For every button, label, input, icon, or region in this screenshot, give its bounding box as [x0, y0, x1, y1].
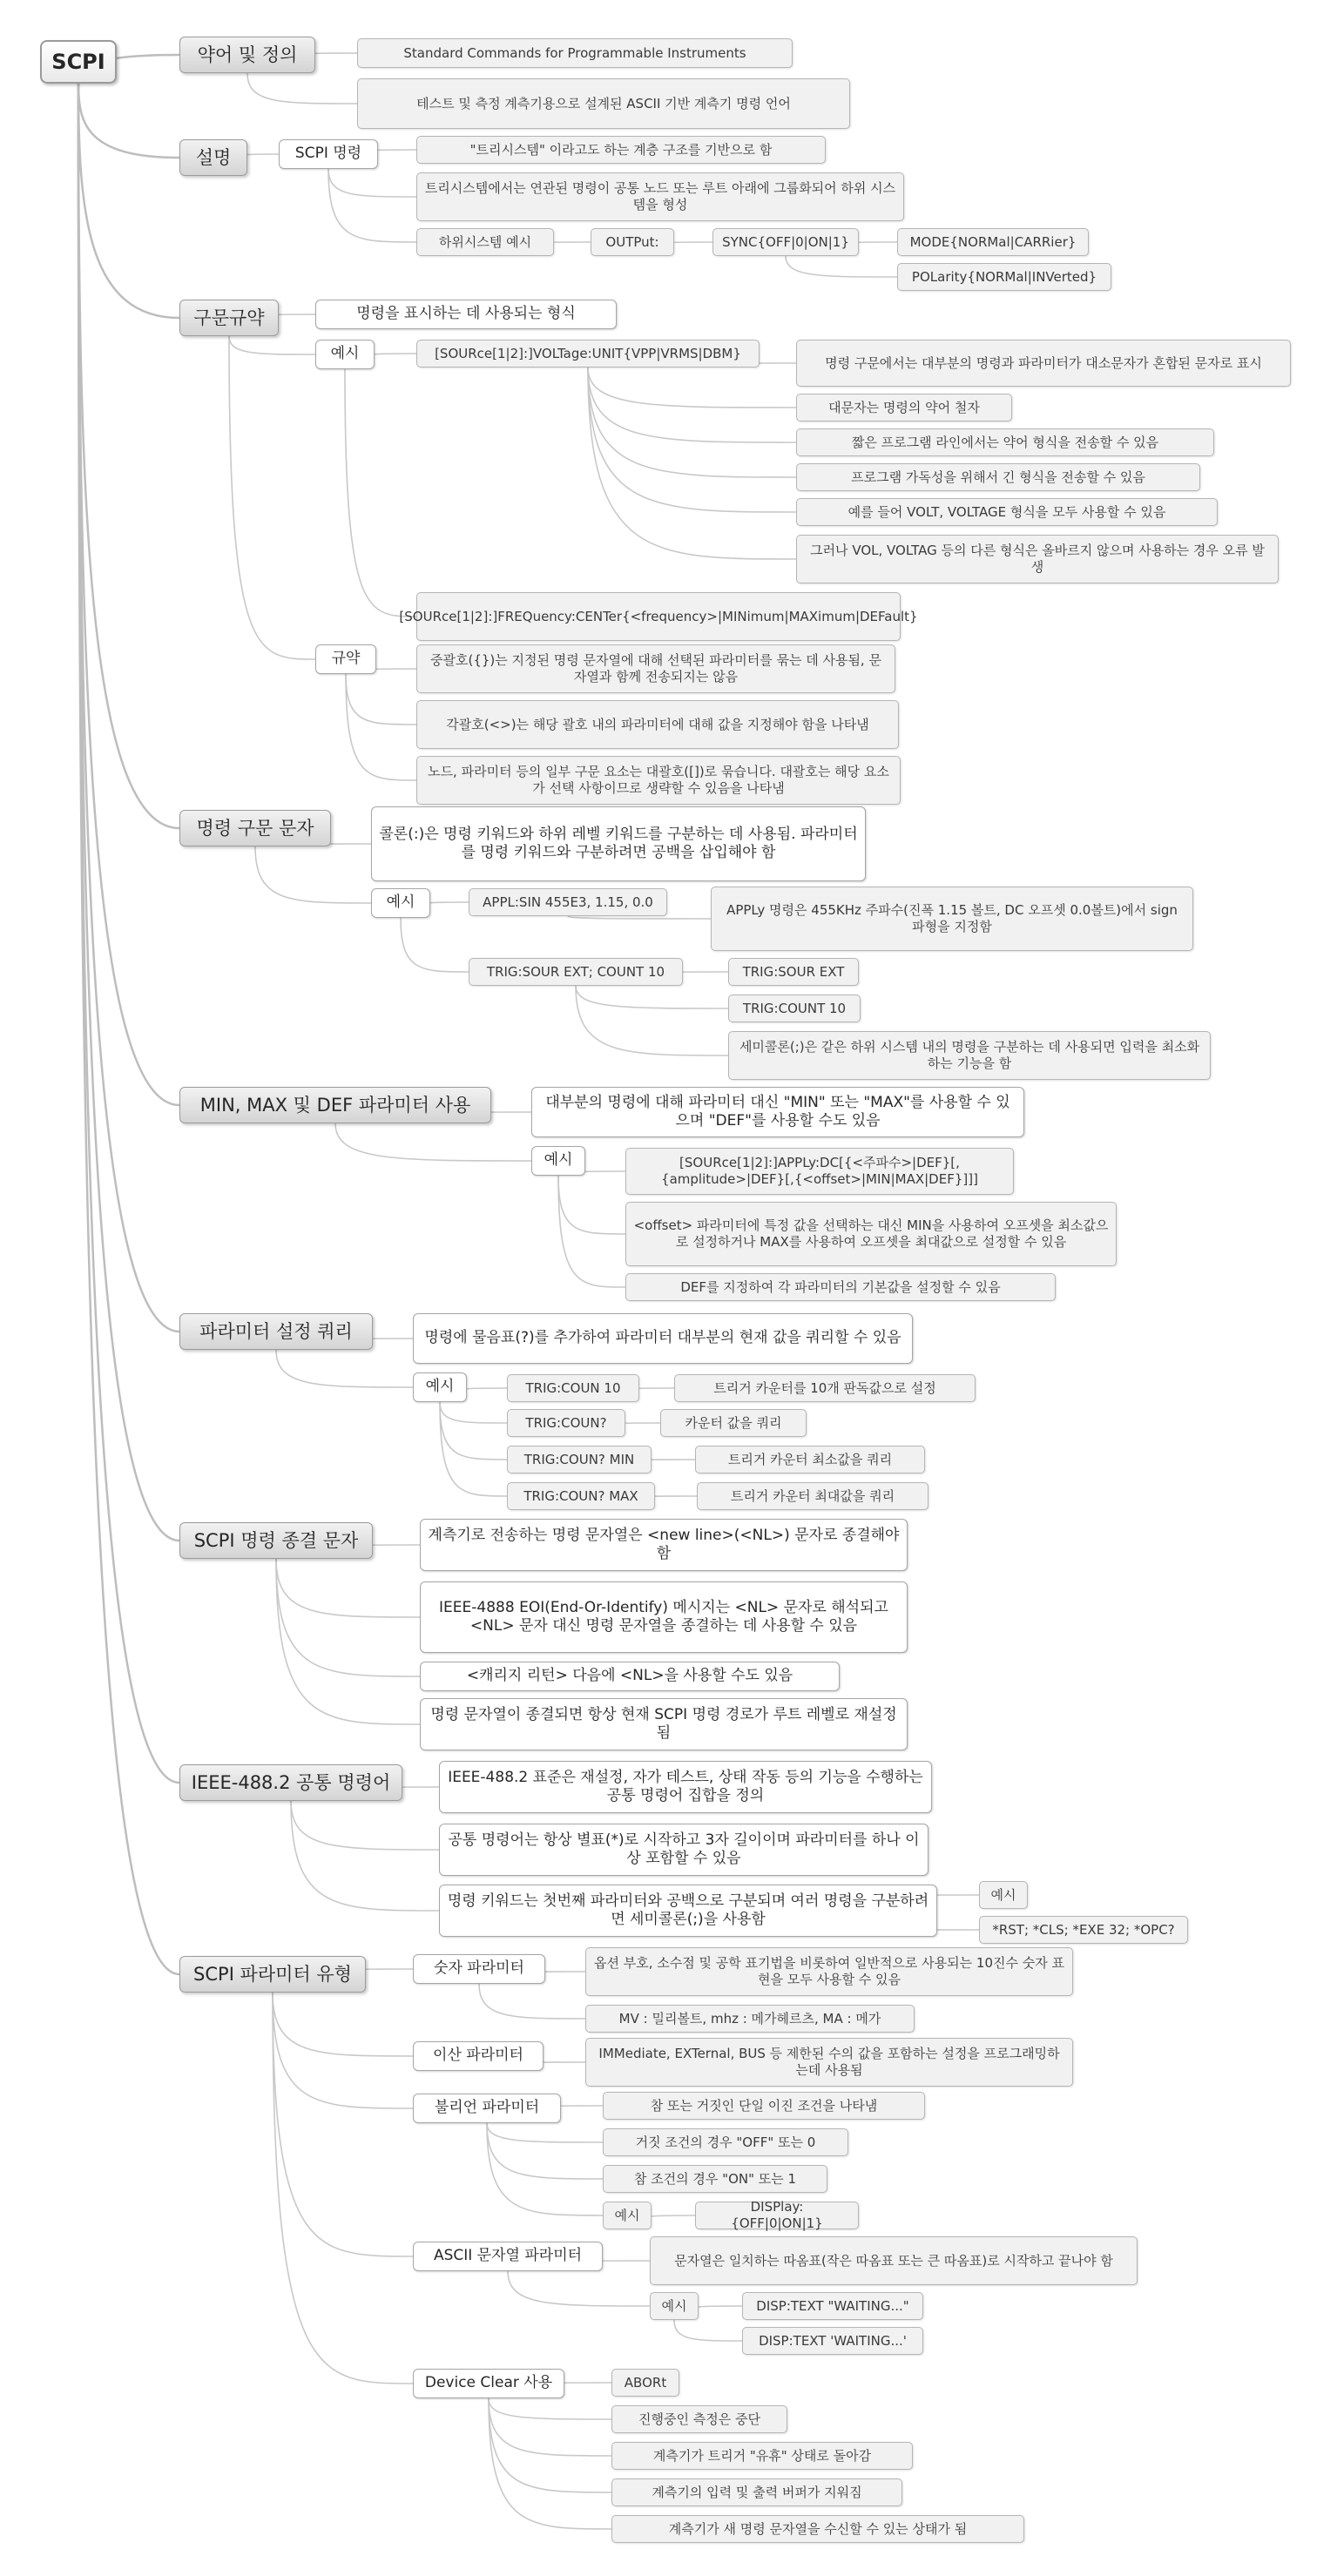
connector-line: [487, 2123, 603, 2215]
subtopic-boolean[interactable]: 불리언 파라미터: [413, 2094, 561, 2123]
connector-line: [276, 1350, 413, 1387]
connector-line: [440, 1402, 507, 1460]
leaf-node[interactable]: TRIG:COUN?: [507, 1409, 625, 1437]
subtopic-numeric[interactable]: 숫자 파라미터: [413, 1954, 545, 1984]
leaf-node[interactable]: 참 또는 거짓인 단일 이진 조건을 나타냄: [603, 2092, 925, 2120]
leaf-node[interactable]: 예를 들어 VOLT, VOLTAGE 형식을 모두 사용할 수 있음: [796, 498, 1218, 526]
leaf-node[interactable]: 짧은 프로그램 라인에서는 약어 형식을 전송할 수 있음: [796, 428, 1214, 456]
leaf-node[interactable]: ABORt: [611, 2369, 679, 2397]
connector-line: [576, 986, 728, 1055]
connector-line: [276, 1559, 420, 1617]
subtopic-node[interactable]: 명령을 표시하는 데 사용되는 형식: [315, 300, 617, 329]
leaf-node[interactable]: 트리시스템에서는 연관된 명령이 공통 노드 또는 루트 아래에 그룹화되어 하위 시스템을 형성: [416, 172, 904, 221]
leaf-node[interactable]: DISP:TEXT 'WAITING...': [742, 2327, 923, 2355]
topic-abbreviation[interactable]: 약어 및 정의: [179, 37, 315, 73]
connector-line: [489, 2398, 611, 2492]
leaf-node[interactable]: MODE{NORMal|CARRier}: [897, 228, 1089, 256]
connector-line: [558, 1176, 625, 1234]
subtopic-node[interactable]: 명령에 물음표(?)를 추가하여 파라미터 대부분의 현재 값을 쿼리할 수 있음: [413, 1313, 913, 1364]
leaf-node[interactable]: SYNC{OFF|0|ON|1}: [712, 228, 859, 256]
subtopic-node[interactable]: <캐리지 리턴> 다음에 <NL>을 사용할 수도 있음: [420, 1662, 840, 1691]
topic-min-max-def[interactable]: MIN, MAX 및 DEF 파라미터 사용: [179, 1087, 491, 1123]
connector-line: [328, 169, 416, 242]
connector-line: [328, 169, 416, 197]
leaf-node[interactable]: 대문자는 명령의 약어 철자: [796, 394, 1012, 421]
leaf-node[interactable]: Standard Commands for Programmable Instruments: [357, 38, 793, 68]
leaf-node[interactable]: <offset> 파라미터에 특정 값을 선택하는 대신 MIN을 사용하여 오프셋을 최소값으로 설정하거나 MAX를 사용하여 오프셋을 최대값으로 설정할 수 있음: [625, 1202, 1117, 1266]
subtopic-conventions[interactable]: 규약: [315, 644, 376, 674]
leaf-node[interactable]: 계측기의 입력 및 출력 버퍼가 지워짐: [611, 2478, 902, 2506]
topic-parameter-query[interactable]: 파라미터 설정 쿼리: [179, 1313, 373, 1350]
connector-line: [674, 2320, 742, 2341]
connector-line: [489, 2398, 611, 2419]
leaf-node[interactable]: 예시: [650, 2292, 699, 2320]
subtopic-node[interactable]: IEEE-488.2 표준은 재설정, 자가 테스트, 상태 작동 등의 기능을 수행하는 공통 명령어 집합을 정의: [439, 1761, 932, 1813]
leaf-node[interactable]: DISPlay: {OFF|0|ON|1}: [695, 2202, 859, 2229]
leaf-node[interactable]: 프로그램 가독성을 위해서 긴 형식을 전송할 수 있음: [796, 463, 1200, 491]
leaf-node[interactable]: 계측기가 트리거 "유휴" 상태로 돌아감: [611, 2442, 913, 2470]
leaf-node[interactable]: 테스트 및 측정 계측기용으로 설계된 ASCII 기반 계측기 명령 언어: [357, 78, 850, 129]
leaf-node[interactable]: MV : 밀리볼트, mhz : 메가헤르츠, MA : 메가: [585, 2005, 915, 2033]
subtopic-node[interactable]: 계측기로 전송하는 명령 문자열은 <new line>(<NL>) 문자로 종결해야 함: [420, 1519, 908, 1571]
connector-line: [487, 2123, 603, 2179]
leaf-node[interactable]: TRIG:COUN 10: [507, 1374, 639, 1402]
leaf-node[interactable]: TRIG:COUN? MIN: [507, 1446, 652, 1473]
leaf-node[interactable]: 문자열은 일치하는 따옴표(작은 따옴표 또는 큰 따옴표)로 시작하고 끝나야 함: [650, 2236, 1138, 2285]
connector-line: [588, 368, 796, 477]
connector-line: [345, 369, 416, 617]
subtopic-example[interactable]: 예시: [531, 1146, 585, 1176]
connector-line: [273, 1993, 413, 2384]
leaf-node[interactable]: DISP:TEXT "WAITING...": [742, 2292, 923, 2320]
connector-line: [78, 84, 179, 1974]
connector-line: [588, 368, 796, 559]
leaf-node[interactable]: TRIG:SOUR EXT; COUNT 10: [469, 958, 683, 986]
connector-line: [568, 916, 711, 919]
subtopic-node[interactable]: 대부분의 명령에 대해 파라미터 대신 "MIN" 또는 "MAX"를 사용할 수 있으며 "DEF"를 사용할 수도 있음: [531, 1087, 1024, 1137]
connector-line: [487, 2123, 603, 2142]
leaf-node[interactable]: "트리시스템" 이라고도 하는 계층 구조를 기반으로 함: [416, 136, 826, 164]
topic-terminator[interactable]: SCPI 명령 종결 문자: [179, 1522, 373, 1559]
connector-line: [346, 674, 416, 725]
leaf-node[interactable]: 트리거 카운터 최대값을 쿼리: [697, 1482, 928, 1510]
connector-line: [479, 1984, 585, 2019]
leaf-node[interactable]: 그러나 VOL, VOLTAG 등의 다른 형식은 올바르지 않으며 사용하는 경우 오류 발생: [796, 535, 1279, 583]
leaf-node[interactable]: APPL:SIN 455E3, 1.15, 0.0: [469, 888, 667, 916]
connector-line: [588, 368, 796, 512]
connector-line: [346, 674, 416, 780]
connector-line: [229, 336, 315, 659]
leaf-node[interactable]: [SOURce[1|2]:]VOLTage:UNIT{VPP|VRMS|DBM}: [416, 340, 760, 368]
connector-line: [273, 1993, 413, 2256]
subtopic-ascii-string[interactable]: ASCII 문자열 파라미터: [413, 2242, 603, 2271]
leaf-node[interactable]: *RST; *CLS; *EXE 32; *OPC?: [979, 1916, 1188, 1944]
connector-line: [78, 84, 179, 828]
connector-line: [273, 1993, 413, 2108]
subtopic-node[interactable]: 공통 명령어는 항상 별표(*)로 시작하고 3자 길이이며 파라미터를 하나 이상 포함할 수 있음: [439, 1824, 928, 1876]
subtopic-device-clear[interactable]: Device Clear 사용: [413, 2369, 564, 2398]
leaf-node[interactable]: 하위시스템 예시: [416, 228, 554, 256]
connector-line: [335, 1123, 531, 1161]
connector-line: [273, 1993, 413, 2056]
leaf-node[interactable]: 예시: [979, 1881, 1028, 1909]
leaf-node[interactable]: 트리거 카운터를 10개 판독값으로 설정: [674, 1374, 976, 1402]
connector-line: [78, 84, 179, 1332]
leaf-node[interactable]: TRIG:COUNT 10: [728, 995, 861, 1022]
leaf-node[interactable]: 세미콜론(;)은 같은 하위 시스템 내의 명령을 구분하는 데 사용되면 입력을 최소화 하는 기능을 함: [728, 1031, 1211, 1080]
subtopic-node[interactable]: 콜론(:)은 명령 키워드와 하위 레벨 키워드를 구분하는 데 사용됨. 파라미터를 명령 키워드와 구분하려면 공백을 삽입해야 함: [371, 806, 866, 881]
connector-line: [255, 846, 371, 903]
root-node[interactable]: SCPI: [40, 40, 117, 84]
connector-line: [558, 1176, 625, 1287]
connector-line: [440, 1402, 507, 1496]
connector-line: [489, 2398, 611, 2456]
leaf-node[interactable]: [SOURce[1|2]:]FREQuency:CENTer{<frequency>|MINimum|MAXimum|DEFault}: [416, 592, 901, 641]
topic-description[interactable]: 설명: [179, 139, 247, 176]
connector-line: [489, 2398, 611, 2529]
connector-line: [588, 368, 796, 408]
connector-line: [508, 2271, 650, 2306]
subtopic-example[interactable]: 예시: [315, 340, 375, 369]
connector-line: [588, 368, 796, 442]
subtopic-node[interactable]: IEEE-4888 EOI(End-Or-Identify) 메시지는 <NL> 문자로 해석되고 <NL> 문자 대신 명령 문자열을 종결하는 데 사용할 수 있음: [420, 1581, 908, 1653]
subtopic-discrete[interactable]: 이산 파라미터: [413, 2041, 544, 2071]
connector-line: [786, 256, 897, 277]
topic-parameter-types[interactable]: SCPI 파라미터 유형: [179, 1956, 366, 1993]
leaf-node[interactable]: 중괄호({})는 지정된 명령 문자열에 대해 선택된 파라미터를 묶는 데 사용됨, 문자열과 함께 전송되지는 않음: [416, 644, 895, 693]
connector-line: [78, 84, 179, 318]
subtopic-node[interactable]: 명령 키워드는 첫번째 파라미터와 공백으로 구분되며 여러 명령을 구분하려면 세미콜론(;)을 사용함: [439, 1885, 937, 1937]
topic-command-syntax-chars[interactable]: 명령 구문 문자: [179, 810, 331, 846]
leaf-node[interactable]: APPLy 명령은 455KHz 주파수(진폭 1.15 볼트, DC 오프셋 0.0볼트)에서 sign 파형을 지정함: [711, 887, 1193, 951]
leaf-node[interactable]: POLarity{NORMal|INVerted}: [897, 263, 1111, 291]
leaf-node[interactable]: 각괄호(<>)는 해당 괄호 내의 파라미터에 대해 값을 지정해야 함을 나타냄: [416, 700, 899, 749]
leaf-node[interactable]: 계측기가 새 명령 문자열을 수신할 수 있는 상태가 됨: [611, 2515, 1024, 2543]
leaf-node[interactable]: TRIG:SOUR EXT: [728, 958, 859, 986]
subtopic-example[interactable]: 예시: [413, 1372, 467, 1402]
leaf-node[interactable]: 카운터 값을 쿼리: [660, 1409, 807, 1437]
leaf-node[interactable]: 노드, 파라미터 등의 일부 구문 요소는 대괄호([])로 묶습니다. 대괄호는 해당 요소가 선택 사항이므로 생략할 수 있음을 나타냄: [416, 756, 901, 805]
connector-line: [276, 1559, 420, 1724]
connector-line: [291, 1801, 439, 1850]
leaf-node[interactable]: 트리거 카운터 최소값을 쿼리: [695, 1446, 925, 1473]
connector-line: [576, 986, 728, 1008]
leaf-node[interactable]: TRIG:COUN? MAX: [507, 1482, 655, 1510]
leaf-node[interactable]: 옵션 부호, 소수점 및 공학 표기법을 비롯하여 일반적으로 사용되는 10진수 숫자 표현을 모두 사용할 수 있음: [585, 1947, 1073, 1996]
connector-line: [440, 1402, 507, 1423]
topic-ieee-common-commands[interactable]: IEEE-488.2 공통 명령어: [179, 1764, 402, 1801]
leaf-node[interactable]: 예시: [603, 2202, 652, 2229]
leaf-node[interactable]: 명령 구문에서는 대부분의 명령과 파라미터가 대소문자가 혼합된 문자로 표시: [796, 340, 1291, 387]
subtopic-node[interactable]: 명령 문자열이 종결되면 항상 현재 SCPI 명령 경로가 루트 레벨로 재설정됨: [420, 1698, 908, 1750]
leaf-node[interactable]: [SOURce[1|2]:]APPLy:DC[{<주파수>|DEF}[,{amplitude>|DEF}[,{<offset>|MIN|MAX|DEF}]]]: [625, 1148, 1014, 1195]
leaf-node[interactable]: IMMediate, EXTernal, BUS 등 제한된 수의 값을 포함하는 설정을 프로그래밍하는데 사용됨: [585, 2038, 1073, 2087]
leaf-node[interactable]: 참 조건의 경우 "ON" 또는 1: [603, 2165, 827, 2193]
connector-line: [229, 336, 315, 354]
subtopic-example[interactable]: 예시: [371, 888, 430, 918]
connector-line: [291, 1801, 439, 1911]
leaf-node[interactable]: OUTPut:: [591, 228, 674, 256]
connector-line: [78, 84, 179, 158]
topic-syntax-conventions[interactable]: 구문규약: [179, 300, 279, 336]
leaf-node[interactable]: DEF를 지정하여 각 파라미터의 기본값을 설정할 수 있음: [625, 1273, 1056, 1301]
leaf-node[interactable]: 거짓 조건의 경우 "OFF" 또는 0: [603, 2128, 848, 2156]
subtopic-scpi-command[interactable]: SCPI 명령: [279, 139, 378, 169]
leaf-node[interactable]: 진행중인 측정은 중단: [611, 2405, 787, 2433]
connector-line: [401, 918, 469, 972]
connector-line: [247, 73, 357, 104]
